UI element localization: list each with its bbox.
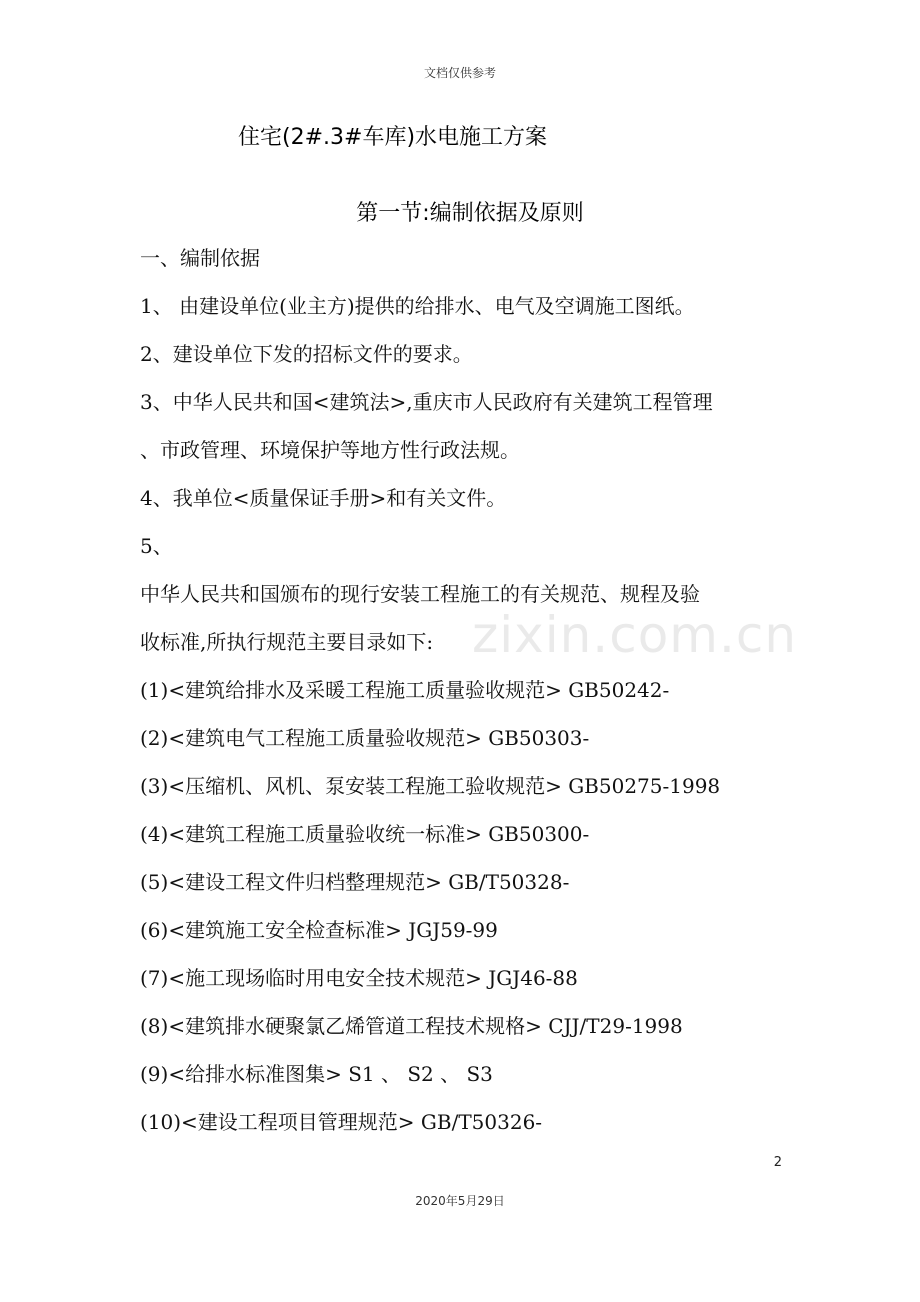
subheading: 一、编制依据	[140, 246, 260, 270]
standard-item: (2)<建筑电气工程施工质量验收规范> GB50303-	[140, 726, 590, 750]
basis-item: 5、	[140, 534, 173, 558]
basis-item-continuation: 、市政管理、环境保护等地方性行政法规。	[140, 438, 520, 462]
watermark: zixin.com.cn	[472, 606, 798, 664]
basis-item: 2、建设单位下发的招标文件的要求。	[140, 342, 473, 366]
standard-item: (8)<建筑排水硬聚氯乙烯管道工程技术规格> CJJ/T29-1998	[140, 1014, 683, 1038]
basis-item-text: 中华人民共和国颁布的现行安装工程施工的有关规范、规程及验	[140, 582, 700, 606]
footer-date: 2020年5月29日	[415, 1194, 505, 1208]
basis-item: 3、中华人民共和国<建筑法>,重庆市人民政府有关建筑工程管理	[140, 390, 713, 414]
standard-item: (5)<建设工程文件归档整理规范> GB/T50328-	[140, 870, 570, 894]
page-number: 2	[773, 1155, 782, 1170]
standard-item: (9)<给排水标准图集> S1 、 S2 、 S3	[140, 1062, 493, 1086]
basis-item: 4、我单位<质量保证手册>和有关文件。	[140, 486, 507, 510]
standard-item: (10)<建设工程项目管理规范> GB/T50326-	[140, 1110, 543, 1134]
standard-item: (4)<建筑工程施工质量验收统一标准> GB50300-	[140, 822, 590, 846]
standard-item: (1)<建筑给排水及采暖工程施工质量验收规范> GB50242-	[140, 678, 670, 702]
standard-item: (3)<压缩机、风机、泵安装工程施工验收规范> GB50275-1998	[140, 774, 721, 798]
section-heading: 第一节:编制依据及原则	[356, 201, 584, 226]
basis-item-text: 收标准,所执行规范主要目录如下:	[140, 630, 434, 654]
standard-item: (6)<建筑施工安全检查标准> JGJ59-99	[140, 918, 498, 942]
basis-item: 1、 由建设单位(业主方)提供的给排水、电气及空调施工图纸。	[140, 294, 695, 318]
header-note: 文档仅供参考	[423, 66, 496, 80]
standard-item: (7)<施工现场临时用电安全技术规范> JGJ46-88	[140, 966, 578, 990]
document-title: 住宅(2#.3#车库)水电施工方案	[238, 125, 548, 150]
